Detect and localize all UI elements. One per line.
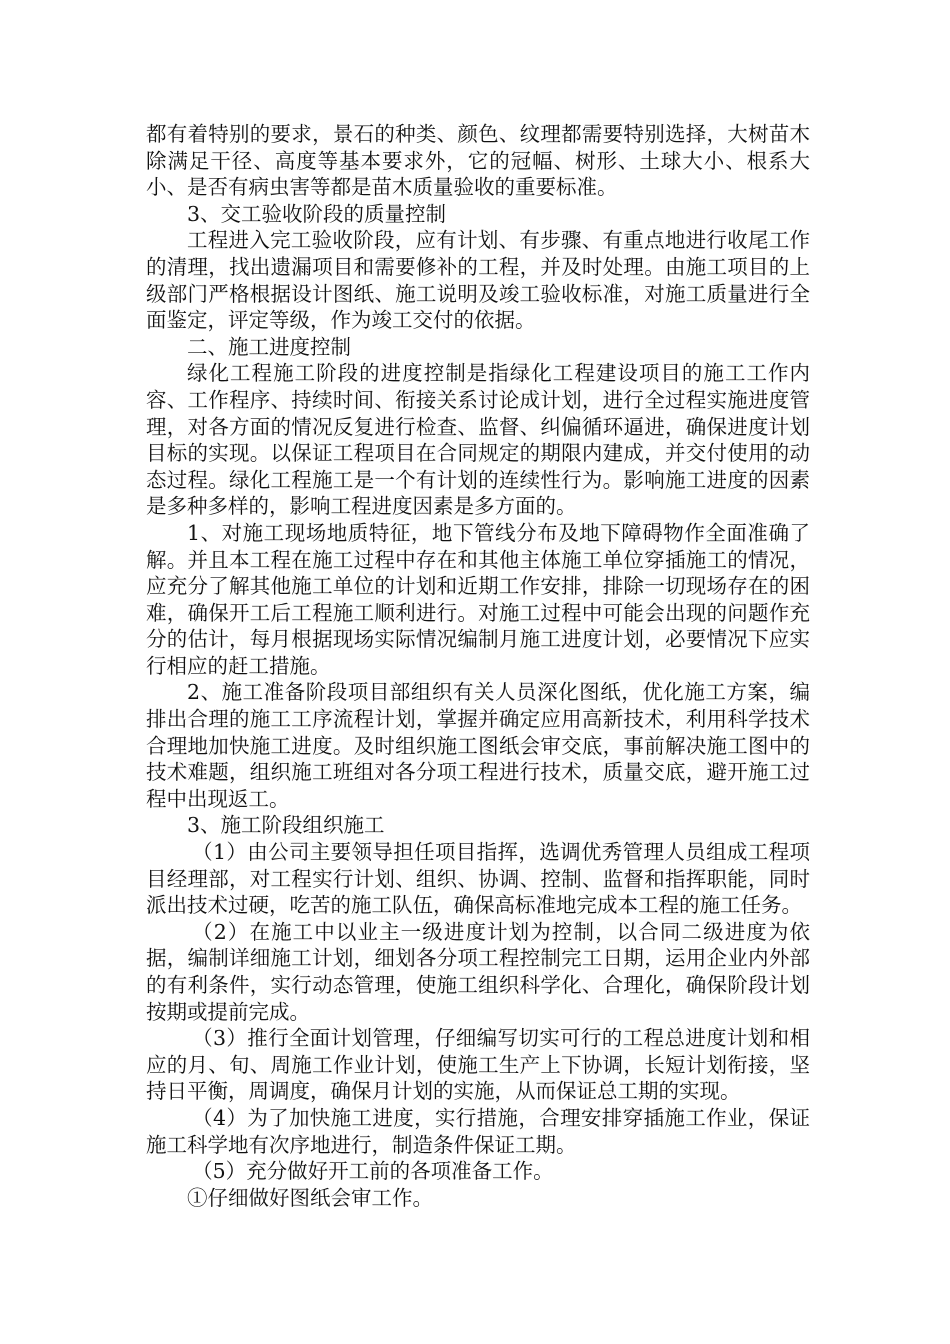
paragraph-sub-item-5: （5）充分做好开工前的各项准备工作。 (192, 1159, 554, 1184)
paragraph-sub-item-4: （4）为了加快施工进度，实行措施，合理安排穿插施工作业，保证施工科学地有次序地进行，制造条件保证工期。 (146, 1105, 810, 1157)
document-page (146, 121, 810, 1211)
section-heading-construction-stage: 3、施工阶段组织施工 (187, 813, 385, 838)
section-heading-acceptance-quality: 3、交工验收阶段的质量控制 (187, 201, 447, 226)
paragraph-sub-item-2: （2）在施工中以业主一级进度计划为控制，以合同二级进度为依据，编制详细施工计划，细划各分项工程控制完工日期，运用企业内外部的有利条件，实行动态管理，使施工组织科学化、合理化，确保阶段计划按期或提前完成。 (146, 919, 810, 1024)
paragraph-circled-item-1: ①仔细做好图纸会审工作。 (187, 1185, 433, 1210)
paragraph-item-1: 1、对施工现场地质特征，地下管线分布及地下障碍物作全面准确了解。并且本工程在施工过程中存在和其他主体施工单位穿插施工的情况，应充分了解其他施工单位的计划和近期工作安排，排除一切现场存在的困难，确保开工后工程施工顺利进行。对施工过程中可能会出现的问题作充分的估计，每月根据现场实际情况编制月施工进度计划，必要情况下应实行相应的赶工措施。 (146, 520, 810, 678)
section-heading-progress-control: 二、施工进度控制 (187, 334, 351, 359)
paragraph-continuation: 都有着特别的要求，景石的种类、颜色、纹理都需要特别选择，大树苗木除满足干径、高度等基本要求外，它的冠幅、树形、土球大小、根系大小、是否有病虫害等都是苗木质量验收的重要标准。 (146, 122, 810, 200)
paragraph-sub-item-3: （3）推行全面计划管理，仔细编写切实可行的工程总进度计划和相应的月、旬、周施工作业计划，使施工生产上下协调，长短计划衔接，坚持日平衡，周调度，确保月计划的实施，从而保证总工期的实现。 (146, 1026, 810, 1104)
paragraph-progress-definition: 绿化工程施工阶段的进度控制是指绿化工程建设项目的施工工作内容、工作程序、持续时间、衔接关系讨论成计划，进行全过程实施进度管理，对各方面的情况反复进行检查、监督、纠偏循环逼进，确保进度计划目标的实现。以保证工程项目在合同规定的期限内建成，并交付使用的动态过程。绿化工程施工是一个有计划的连续性行为。影响施工进度的因素是多种多样的，影响工程进度因素是多方面的。 (146, 361, 810, 519)
paragraph-acceptance: 工程进入完工验收阶段，应有计划、有步骤、有重点地进行收尾工作的清理，找出遗漏项目和需要修补的工程，并及时处理。由施工项目的上级部门严格根据设计图纸、施工说明及竣工验收标准，对施工质量进行全面鉴定，评定等级，作为竣工交付的依据。 (146, 228, 810, 333)
paragraph-item-2: 2、施工准备阶段项目部组织有关人员深化图纸，优化施工方案，编排出合理的施工工序流程计划，掌握并确定应用高新技术，利用科学技术合理地加快施工进度。及时组织施工图纸会审交底，事前解决施工图中的技术难题，组织施工班组对各分项工程进行技术，质量交底，避开施工过程中出现返工。 (146, 680, 810, 811)
paragraph-sub-item-1: （1）由公司主要领导担任项目指挥，选调优秀管理人员组成工程项目经理部，对工程实行计划、组织、协调、控制、监督和指挥职能，同时派出技术过硬，吃苦的施工队伍，确保高标准地完成本工程的施工任务。 (146, 840, 810, 918)
